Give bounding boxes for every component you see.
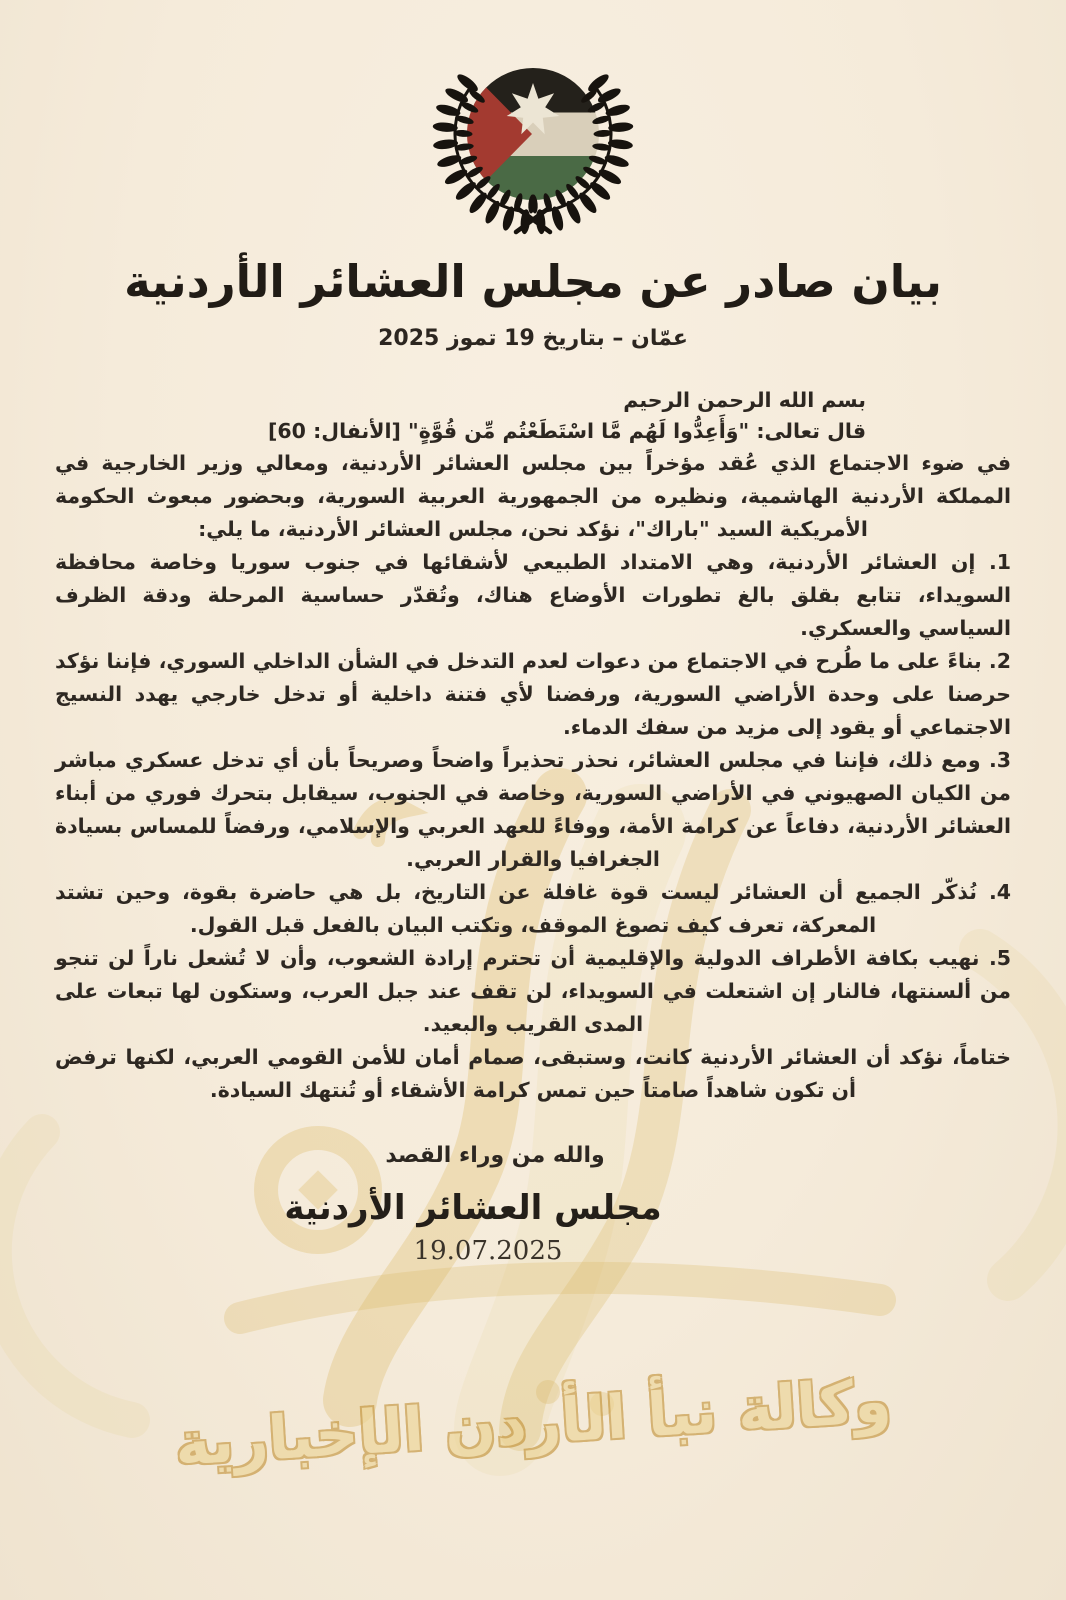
- page-title: بيان صادر عن مجلس العشائر الأردنية: [124, 255, 942, 308]
- quran-verse-line: قال تعالى: "وَأَعِدُّوا لَهُم مَّا اسْتَطَعْتُم مِّن قُوَّةٍ" [الأنفال: 60]: [268, 419, 866, 444]
- place-date-line: عمّان – بتاريخ 19 تموز 2025: [378, 326, 688, 352]
- signature-date: 19.07.2025: [413, 1236, 563, 1267]
- closing-paragraph: ختاماً، نؤكد أن العشائر الأردنية كانت، وستبقى، صمام أمان للأمن القومي العربي، لكنها ترفض أن تكون شاهداً صامتاً حين تمس كرامة الأشقاء أو تُنتهك السيادة.: [55, 1045, 1011, 1103]
- statement-item-1: 1. إن العشائر الأردنية، وهي الامتداد الطبيعي لأشقائها في جنوب سوريا وخاصة محافظة السويداء، تتابع بقلق بالغ تطورات الأوضاع هناك، وتُقدّر حساسية المرحلة ودقة الظرف السياسي والعسكري.: [55, 550, 1011, 641]
- agency-watermark-text: وكالة نبأ الأردن الإخبارية: [172, 1366, 894, 1480]
- council-logo: [413, 56, 653, 246]
- statement-item-5: 5. نهيب بكافة الأطراف الدولية والإقليمية أن تحترم إرادة الشعوب، وأن لا تُشعل ناراً لن تنجو من ألسنتها، فالنار إن اشتعلت في السويداء، لن تقف عند جبل العرب، وستكون لها تبعات على المدى القريب والبعيد.: [55, 946, 1011, 1037]
- intro-paragraph: في ضوء الاجتماع الذي عُقد مؤخراً بين مجلس العشائر الأردنية، ومعالي وزير الخارجية في المملكة الأردنية الهاشمية، ونظيره من الجمهورية العربية السورية، وبحضور مبعوث الحكومة الأمريكية السيد "باراك"، نؤكد نحن، مجلس العشائر الأردنية، ما يلي:: [55, 451, 1011, 542]
- statement-item-3: 3. ومع ذلك، فإننا في مجلس العشائر، نحذر تحذيراً واضحاً وصريحاً بأن أي تدخل عسكري مباشر من الكيان الصهيوني في الأراضي السورية، وخاصة في الجنوب، سيقابل بتحرك فوري من أبناء العشائر الأردنية، دفاعاً عن كرامة الأمة، ووفاءً للعهد العربي والإسلامي، ورفضاً للمساس بسيادة الجغرافيا والقرار العربي.: [55, 748, 1011, 872]
- signature-issuer: مجلس العشائر الأردنية: [284, 1188, 662, 1229]
- bismillah-line: بسم الله الرحمن الرحيم: [623, 388, 866, 413]
- statement-item-4: 4. نُذكّر الجميع أن العشائر ليست قوة غافلة عن التاريخ، بل هي حاضرة بقوة، وحين تشتد المعركة، تعرف كيف تصوغ الموقف، وتكتب البيان بالفعل قبل القول.: [55, 880, 1011, 938]
- preamble-block: [55, 385, 866, 447]
- tahmid-line: والله من وراء القصد: [385, 1143, 605, 1169]
- statement-item-2: 2. بناءً على ما طُرح في الاجتماع من دعوات لعدم التدخل في الشأن الداخلي السوري، فإننا نؤكد حرصنا على وحدة الأراضي السورية، ورفضنا لأي فتنة داخلية أو تدخل خارجي يهدد النسيج الاجتماعي أو يقود إلى مزيد من سفك الدماء.: [55, 649, 1011, 740]
- statement-body: [55, 447, 1011, 1107]
